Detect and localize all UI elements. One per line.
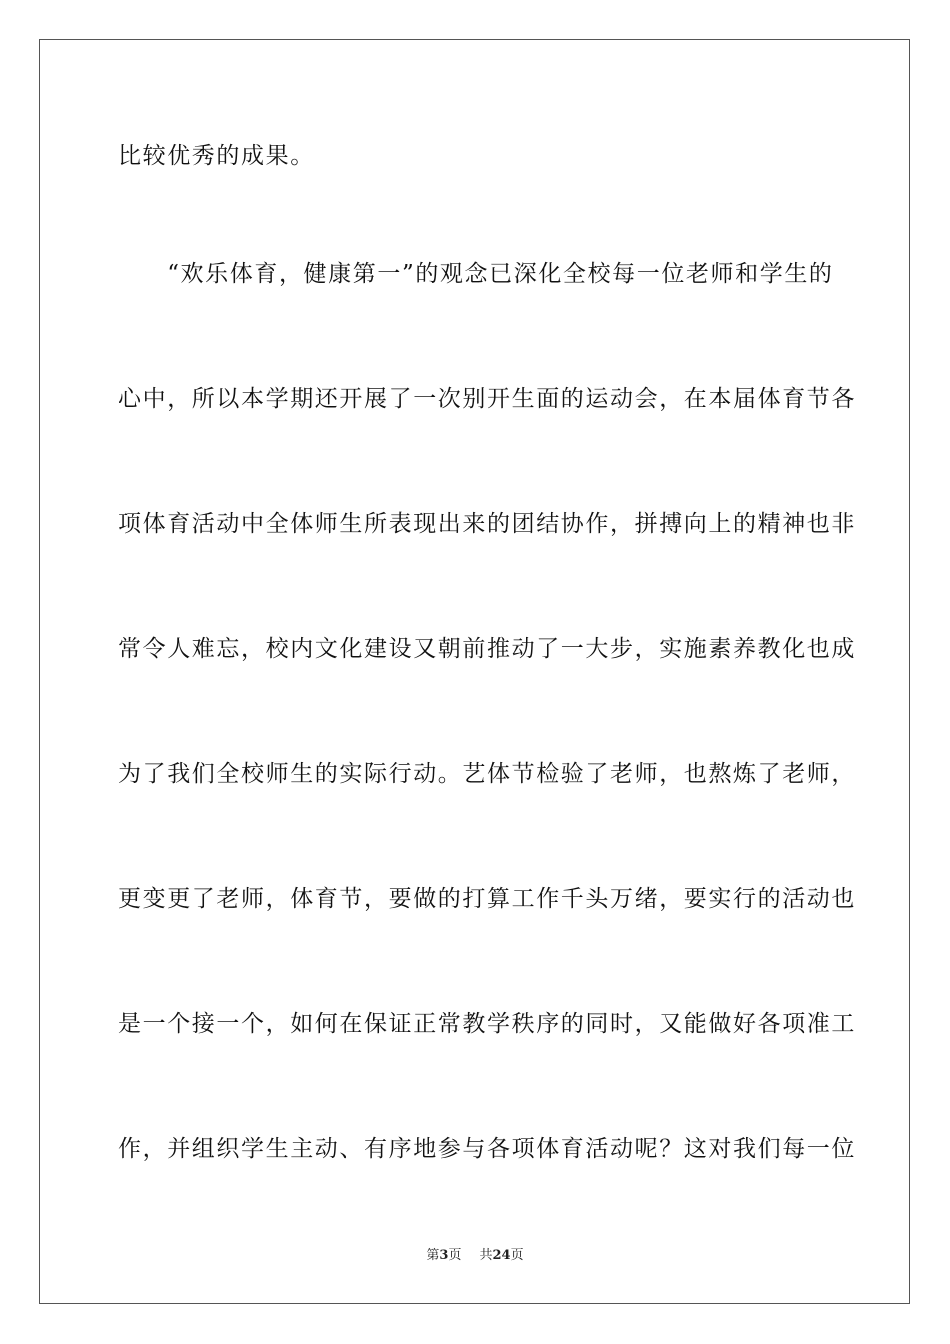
total-pages-prefix: 共	[479, 1248, 493, 1263]
page-number-prefix: 第	[426, 1248, 440, 1263]
body-text-line: 更变更了老师，体育节，要做的打算工作千头万绪，要实行的活动也	[118, 886, 856, 912]
body-text-line: “欢乐体育，健康第一”的观念已深化全校每一位老师和学生的	[118, 261, 834, 287]
body-text-line: 作，并组织学生主动、有序地参与各项体育活动呢？这对我们每一位	[118, 1136, 856, 1162]
total-pages-number: 24	[492, 1248, 511, 1263]
body-text-line: 常令人难忘，校内文化建设又朝前推动了一大步，实施素养教化也成	[118, 636, 856, 662]
page-footer	[0, 1248, 950, 1264]
page-number-suffix: 页	[448, 1248, 462, 1263]
total-pages-suffix: 页	[510, 1248, 524, 1263]
body-text-line: 项体育活动中全体师生所表现出来的团结协作，拼搏向上的精神也非	[118, 511, 856, 537]
body-text-line: 比较优秀的成果。	[118, 143, 315, 169]
body-text-line: 心中，所以本学期还开展了一次别开生面的运动会，在本届体育节各	[118, 386, 856, 412]
body-text-line: 为了我们全校师生的实际行动。艺体节检验了老师，也熬炼了老师，	[118, 761, 856, 787]
body-text-line: 是一个接一个，如何在保证正常教学秩序的同时，又能做好各项准工	[118, 1011, 856, 1037]
page-border	[39, 39, 910, 1304]
current-page-number: 3	[439, 1248, 449, 1263]
